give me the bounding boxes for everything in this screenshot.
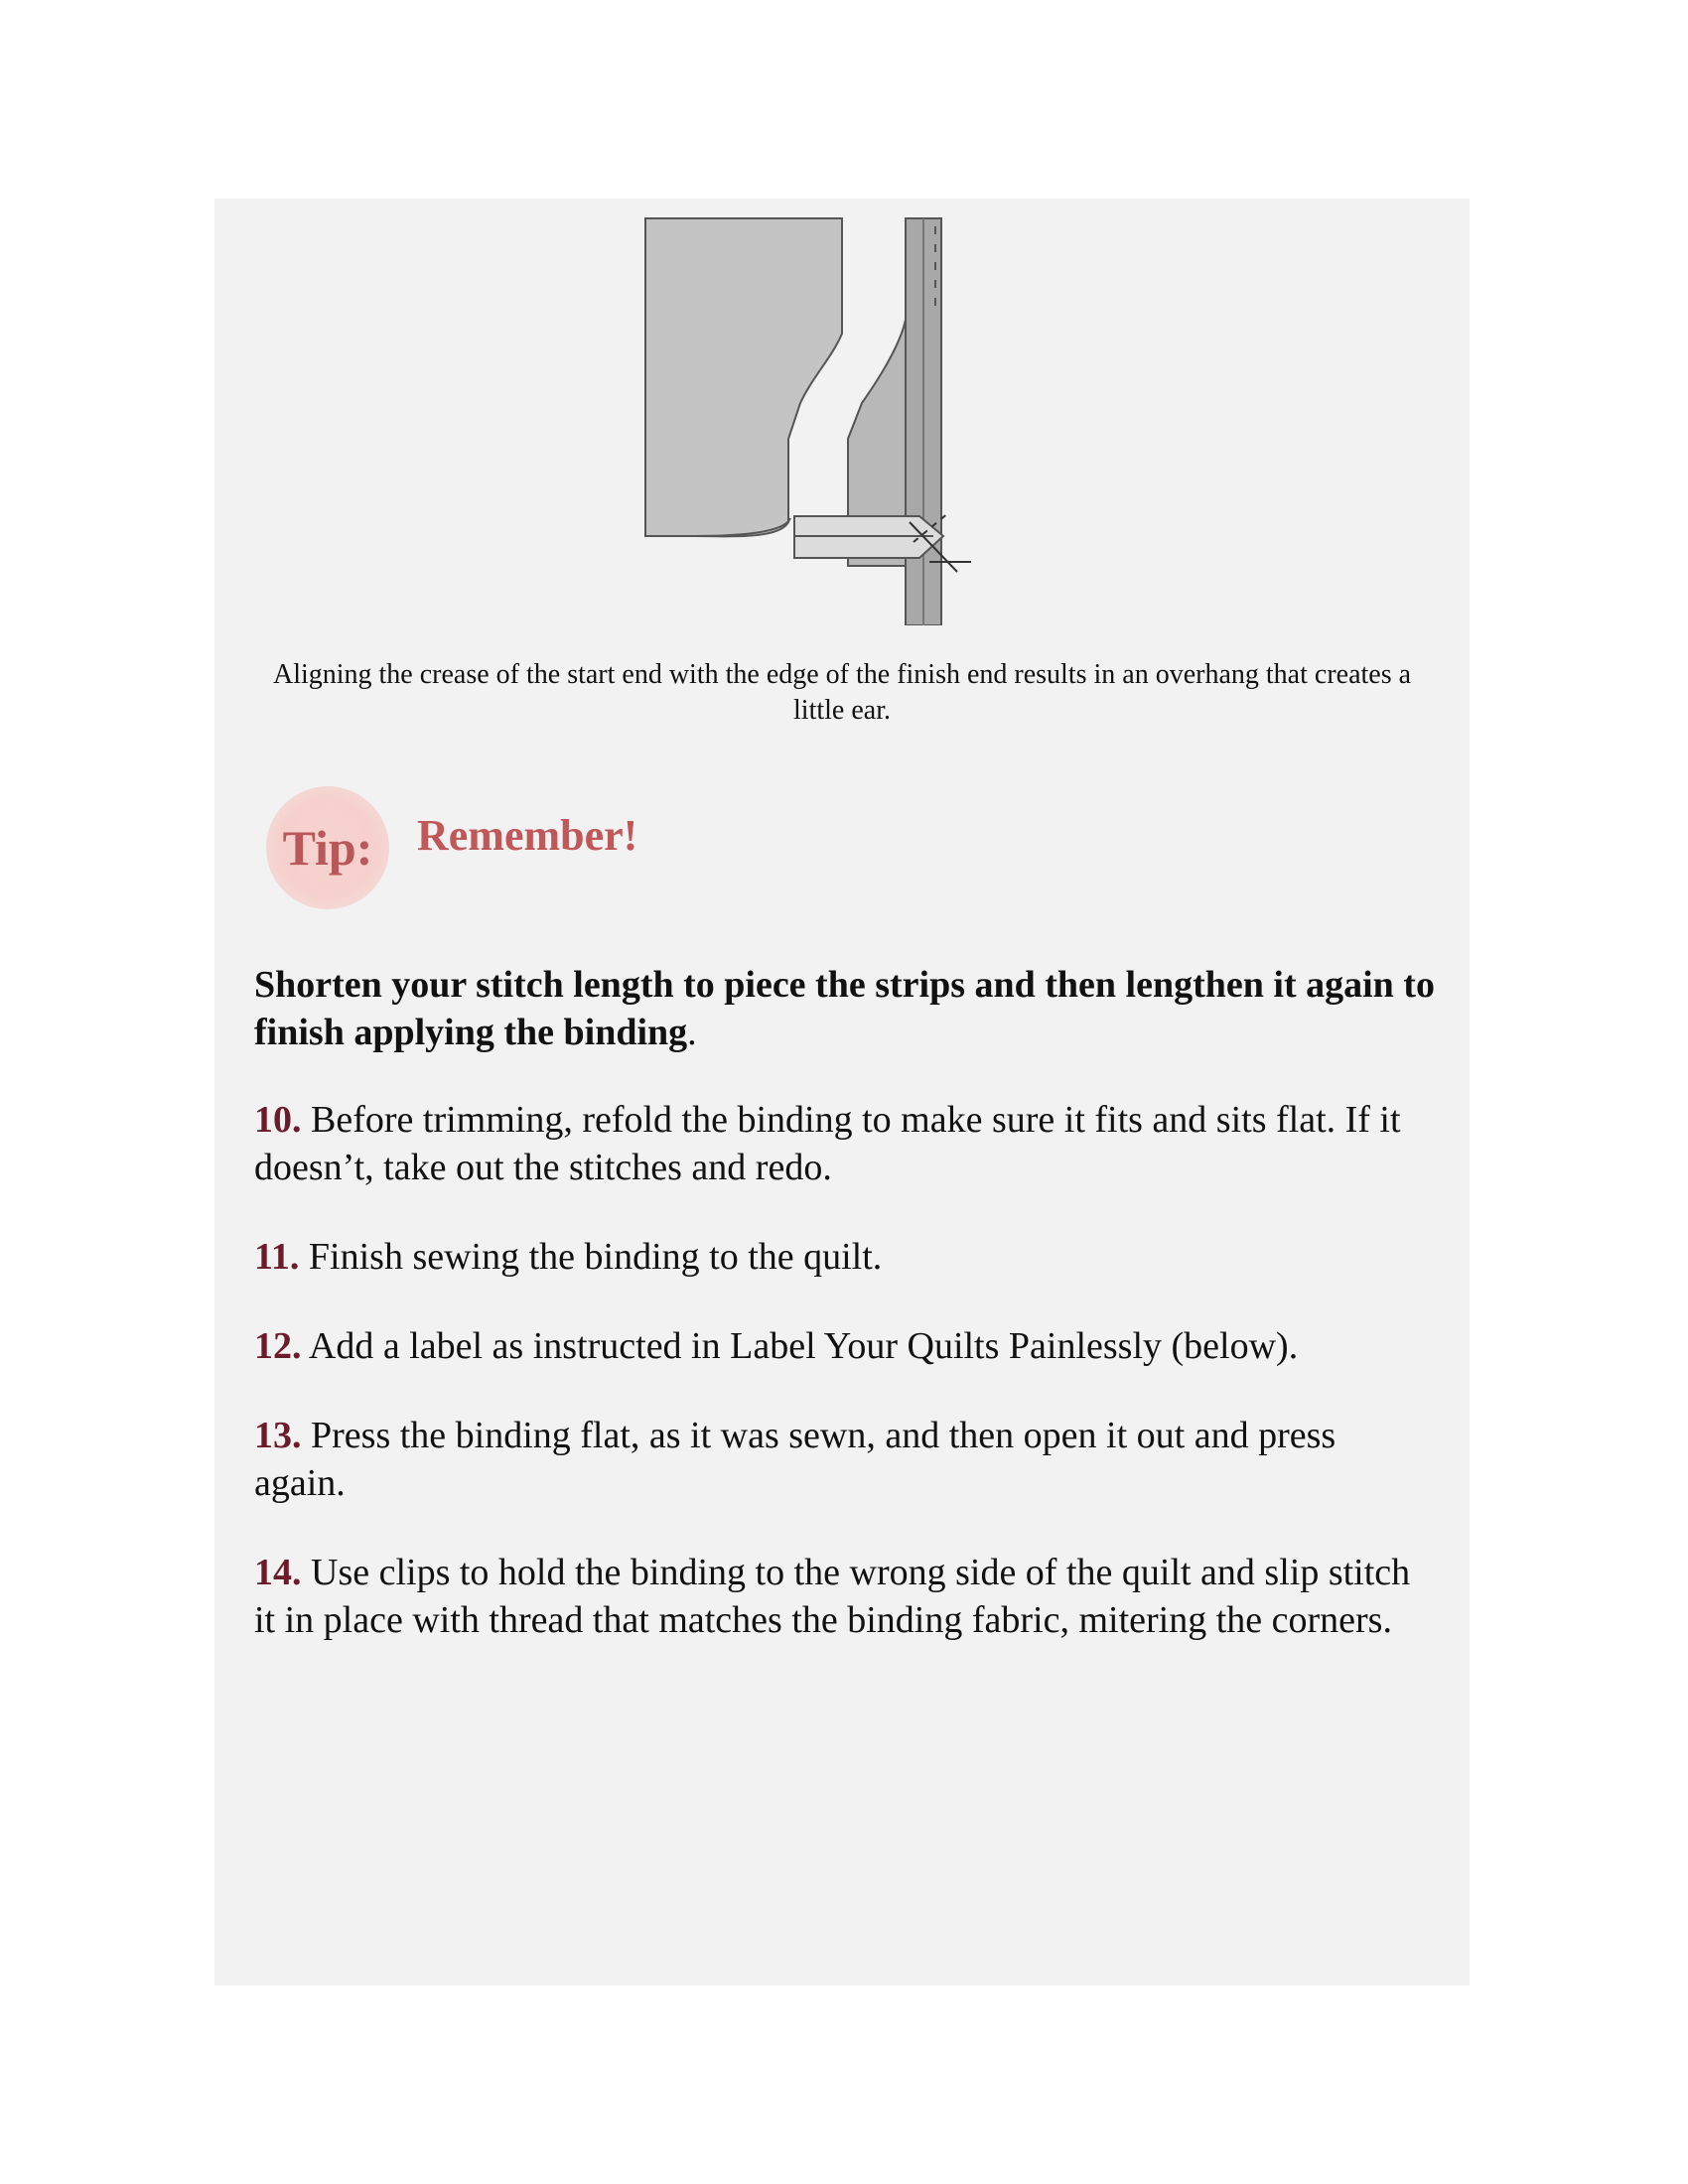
- step-number: 14.: [254, 1552, 302, 1593]
- figure-caption: Aligning the crease of the start end with the edge of the finish end results in an overhang that creates a little ear.: [272, 659, 1412, 726]
- step-12: [254, 1322, 1436, 1370]
- instructions: [254, 961, 1436, 1686]
- step-13: [254, 1412, 1436, 1507]
- step-14: [254, 1549, 1436, 1644]
- step-text: Add a label as instructed in Label Your Quilts Painlessly (below).: [301, 1325, 1299, 1367]
- step-number: 10.: [254, 1099, 302, 1141]
- binding-ear-illustration: [616, 208, 1043, 625]
- lead-paragraph: [254, 961, 1436, 1056]
- step-text: Finish sewing the binding to the quilt.: [299, 1236, 883, 1278]
- lead-bold-text: Shorten your stitch length to piece the strips and then lengthen it again to finish applying the binding: [254, 964, 1435, 1053]
- step-number: 13.: [254, 1415, 302, 1456]
- tip-callout: [266, 786, 961, 909]
- step-11: [254, 1233, 1436, 1281]
- lead-tail: .: [687, 1012, 697, 1053]
- content-panel: [214, 199, 1470, 1985]
- step-number: 11.: [254, 1236, 300, 1278]
- step-number: 12.: [254, 1325, 302, 1367]
- step-text: Before trimming, refold the binding to make sure it fits and sits flat. If it doesn’t, take out the stitches and redo.: [254, 1099, 1401, 1188]
- tip-title: Remember!: [417, 811, 638, 860]
- step-text: Use clips to hold the binding to the wrong side of the quilt and slip stitch it in place with thread that matches the binding fabric, mitering the corners.: [254, 1552, 1411, 1641]
- step-text: Press the binding flat, as it was sewn, and then open it out and press again.: [254, 1415, 1336, 1504]
- tip-badge-label: Tip:: [282, 820, 373, 876]
- step-10: [254, 1096, 1436, 1191]
